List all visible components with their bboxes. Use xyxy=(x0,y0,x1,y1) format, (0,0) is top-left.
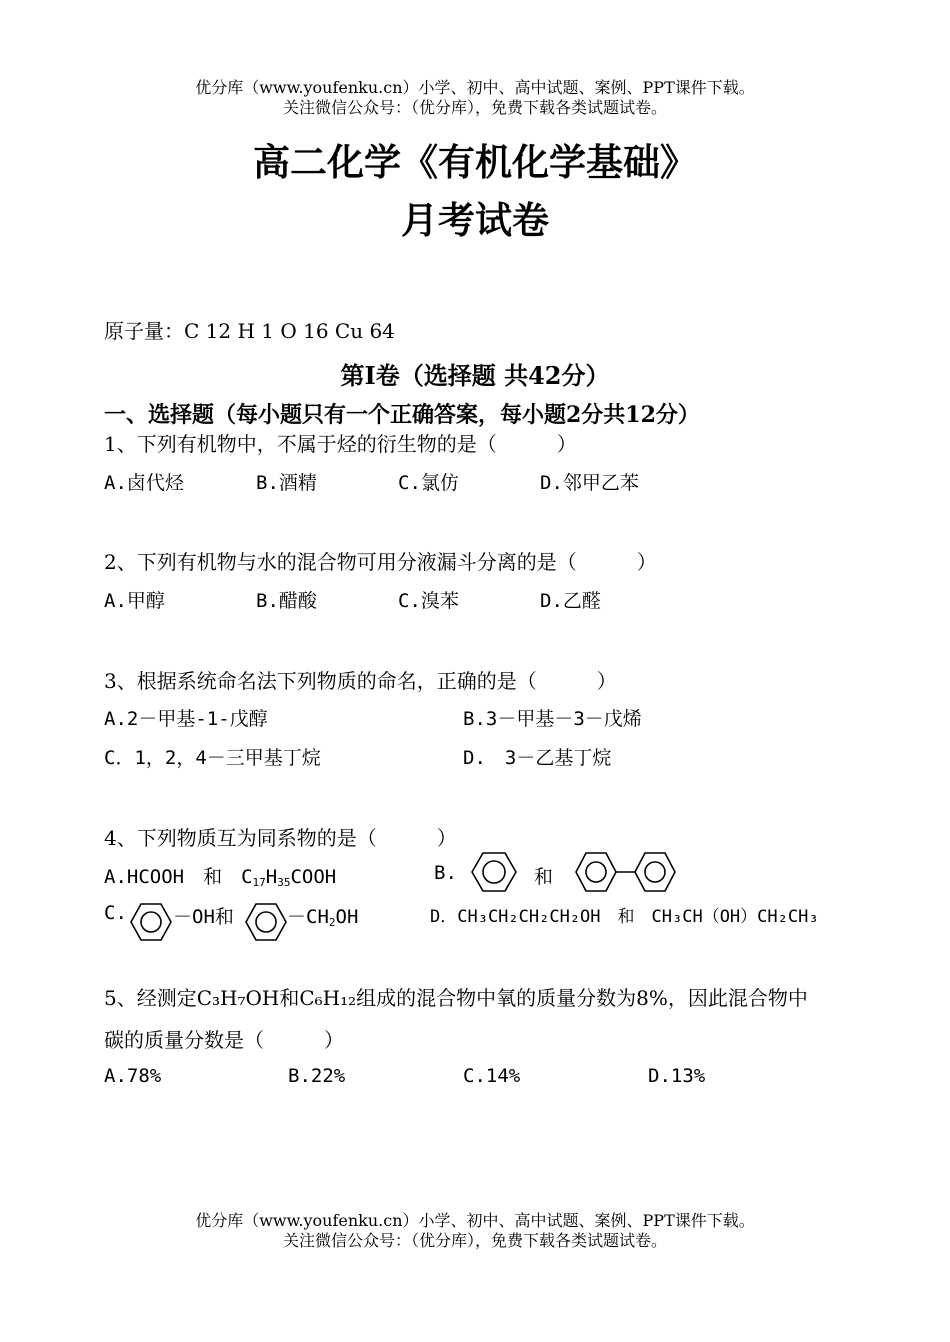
footer-line-1: 优分库（www.youfenku.cn）小学、初中、高中试题、案例、PPT课件下载。 xyxy=(195,1211,755,1230)
question-1-stem: 1、下列有机物中，不属于烃的衍生物的是（ ） xyxy=(104,432,577,456)
question-3-option-a: A.2－甲基-1-戊醇 xyxy=(104,708,268,730)
q4a-suffix: COOH xyxy=(290,866,337,888)
question-2-stem: 2、下列有机物与水的混合物可用分液漏斗分离的是（ ） xyxy=(104,550,657,574)
question-5-stem-line-2: 碳的质量分数是（ ） xyxy=(104,1028,344,1052)
q4a-prefix: A.HCOOH 和 C xyxy=(104,866,253,888)
volume-title: 第Ⅰ卷（选择题 共42分） xyxy=(340,361,610,390)
q4a-mid: H xyxy=(265,866,278,888)
question-5-option-b: B.22% xyxy=(288,1065,346,1087)
page-subtitle: 月考试卷 xyxy=(401,198,549,242)
question-1-option-a: A.卤代烃 xyxy=(104,472,184,494)
question-4-option-b-label: B. xyxy=(434,862,457,884)
question-1-option-b: B.酒精 xyxy=(256,472,317,494)
benzene-ring-icon xyxy=(471,851,517,893)
question-4-option-a xyxy=(104,862,336,889)
q4a-sub2: 35 xyxy=(277,876,291,889)
question-5-option-c: C.14% xyxy=(463,1065,521,1087)
question-5-option-a: A.78% xyxy=(104,1065,162,1087)
q4a-sub1: 17 xyxy=(252,876,266,889)
header-line-2: 关注微信公众号：（优分库），免费下载各类试题试卷。 xyxy=(282,98,667,117)
question-4-option-c-phenol xyxy=(173,902,234,929)
question-1-option-c: C.氯仿 xyxy=(398,472,459,494)
atomic-mass-line: 原子量：C 12 H 1 O 16 Cu 64 xyxy=(104,319,395,343)
q4c-ch-post: OH xyxy=(335,906,359,928)
question-3-option-d: D. 3－乙基丁烷 xyxy=(463,747,612,769)
benzene-ring-icon xyxy=(244,902,288,942)
question-4-option-d: D．CH₃CH₂CH₂CH₂OH 和 CH₃CH（OH）CH₂CH₃ xyxy=(430,907,819,927)
question-3-option-b: B.3－甲基－3－戊烯 xyxy=(463,708,642,730)
question-5-option-d: D.13% xyxy=(648,1065,706,1087)
question-4-stem: 4、下列物质互为同系物的是（ ） xyxy=(104,826,457,850)
question-2-option-b: B.醋酸 xyxy=(256,590,317,612)
question-2-option-d: D.乙醛 xyxy=(540,590,601,612)
header-line-1: 优分库（www.youfenku.cn）小学、初中、高中试题、案例、PPT课件下载。 xyxy=(195,78,755,97)
q4c-oh: －OH xyxy=(173,906,215,928)
biphenyl-icon xyxy=(574,851,678,893)
footer-line-2: 关注微信公众号：（优分库），免费下载各类试题试卷。 xyxy=(282,1231,667,1250)
page-title: 高二化学《有机化学基础》 xyxy=(253,140,697,184)
question-2-option-a: A.甲醇 xyxy=(104,590,165,612)
question-4-option-b-and: 和 xyxy=(534,866,554,888)
question-1-option-d: D.邻甲乙苯 xyxy=(540,472,639,494)
question-5-stem-line-1: 5、经测定C₃H₇OH和C₆H₁₂组成的混合物中氧的质量分数为8%，因此混合物中 xyxy=(104,986,808,1010)
question-4-option-c-benzyl-alcohol xyxy=(287,902,358,929)
q4c-ch-pre: －CH xyxy=(287,906,329,928)
section-title: 一、选择题（每小题只有一个正确答案，每小题2分共12分） xyxy=(104,402,700,428)
question-3-stem: 3、根据系统命名法下列物质的命名，正确的是（ ） xyxy=(104,669,617,693)
benzene-ring-icon xyxy=(129,902,173,942)
q4c-ch-sub: 2 xyxy=(328,916,336,929)
question-4-option-c-label: C. xyxy=(104,902,127,924)
question-2-option-c: C.溴苯 xyxy=(398,590,459,612)
q4c-and: 和 xyxy=(214,906,234,928)
question-3-option-c: C．1，2，4－三甲基丁烷 xyxy=(104,747,321,769)
